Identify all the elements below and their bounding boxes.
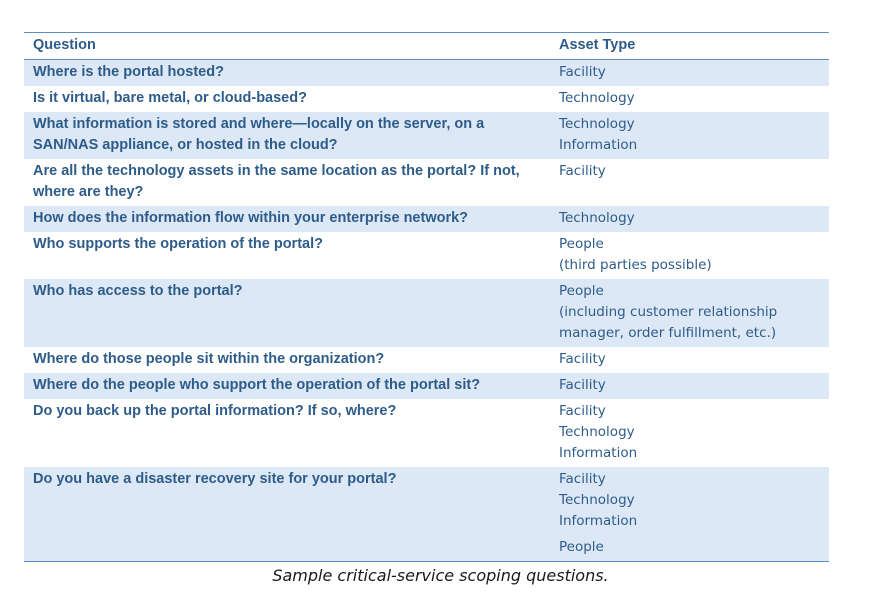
asset-type-item: Facility: [559, 163, 606, 179]
asset-type-cell: [550, 86, 829, 112]
asset-type-note: (including customer relationship: [559, 304, 778, 320]
asset-type-item: People: [559, 283, 604, 299]
asset-type-cell: [550, 60, 829, 87]
table-row: [24, 279, 829, 347]
question-cell: [24, 206, 550, 232]
table-body: [24, 60, 829, 562]
table-row: [24, 467, 829, 562]
asset-type-item: Technology: [559, 90, 635, 106]
question-cell: [24, 60, 550, 87]
table-row: [24, 60, 829, 87]
question-text-line: What information is stored and where—locally on the server, on a: [33, 116, 485, 132]
table-row: [24, 86, 829, 112]
question-text-line: where are they?: [33, 184, 144, 200]
question-cell: [24, 86, 550, 112]
asset-type-cell: [550, 373, 829, 399]
asset-type-item: People: [559, 236, 604, 252]
asset-type-note: manager, order fulfillment, etc.): [559, 325, 777, 341]
question-cell: [24, 112, 550, 159]
asset-type-cell: [550, 279, 829, 347]
question-text: Where do the people who support the operation of the portal sit?: [33, 377, 481, 393]
question-cell: [24, 279, 550, 347]
table-header: [24, 33, 829, 60]
asset-type-cell: [550, 112, 829, 159]
table-row: [24, 347, 829, 373]
asset-type-item: Information: [559, 137, 638, 153]
question-text: Who has access to the portal?: [33, 283, 243, 299]
question-text: Is it virtual, bare metal, or cloud-based?: [33, 90, 307, 106]
asset-type-cell: [550, 467, 829, 562]
asset-type-column-header: Asset Type: [559, 37, 636, 53]
question-text: Do you back up the portal information? If so, where?: [33, 403, 397, 419]
question-cell: [24, 399, 550, 467]
asset-type-item: Technology: [559, 116, 635, 132]
table-row: [24, 373, 829, 399]
question-text-line: Are all the technology assets in the same location as the portal? If not,: [33, 163, 520, 179]
question-text: Do you have a disaster recovery site for your portal?: [33, 471, 397, 487]
asset-type-item: Technology: [559, 210, 635, 226]
question-cell: [24, 347, 550, 373]
question-cell: [24, 467, 550, 562]
question-text: How does the information flow within your enterprise network?: [33, 210, 469, 226]
header-row: [24, 33, 829, 60]
asset-type-cell: [550, 232, 829, 279]
question-column-header: Question: [33, 37, 96, 53]
asset-type-item: Information: [559, 513, 638, 529]
asset-type-item: Facility: [559, 64, 606, 80]
asset-type-item: People: [559, 539, 604, 555]
table-row: [24, 112, 829, 159]
question-cell: [24, 159, 550, 206]
question-text: Where do those people sit within the organization?: [33, 351, 385, 367]
question-text: Who supports the operation of the portal?: [33, 236, 323, 252]
table-row: [24, 399, 829, 467]
table-caption: Sample critical-service scoping questions.: [272, 566, 609, 585]
asset-type-note: (third parties possible): [559, 257, 712, 273]
scoping-questions-table-wrapper: [24, 32, 829, 562]
asset-type-item: Facility: [559, 471, 606, 487]
table-row: [24, 206, 829, 232]
asset-type-item: Technology: [559, 424, 635, 440]
asset-type-cell: [550, 206, 829, 232]
scoping-questions-table: [24, 32, 829, 562]
asset-type-item: Technology: [559, 492, 635, 508]
question-text: Where is the portal hosted?: [33, 64, 224, 80]
asset-type-item: Facility: [559, 377, 606, 393]
asset-type-cell: [550, 159, 829, 206]
question-text-line: SAN/NAS appliance, or hosted in the cloud?: [33, 137, 338, 153]
asset-type-item: Facility: [559, 403, 606, 419]
question-cell: [24, 232, 550, 279]
asset-type-item: Information: [559, 445, 638, 461]
table-row: [24, 232, 829, 279]
table-row: [24, 159, 829, 206]
question-cell: [24, 373, 550, 399]
asset-type-cell: [550, 399, 829, 467]
asset-type-cell: [550, 347, 829, 373]
asset-type-item: Facility: [559, 351, 606, 367]
